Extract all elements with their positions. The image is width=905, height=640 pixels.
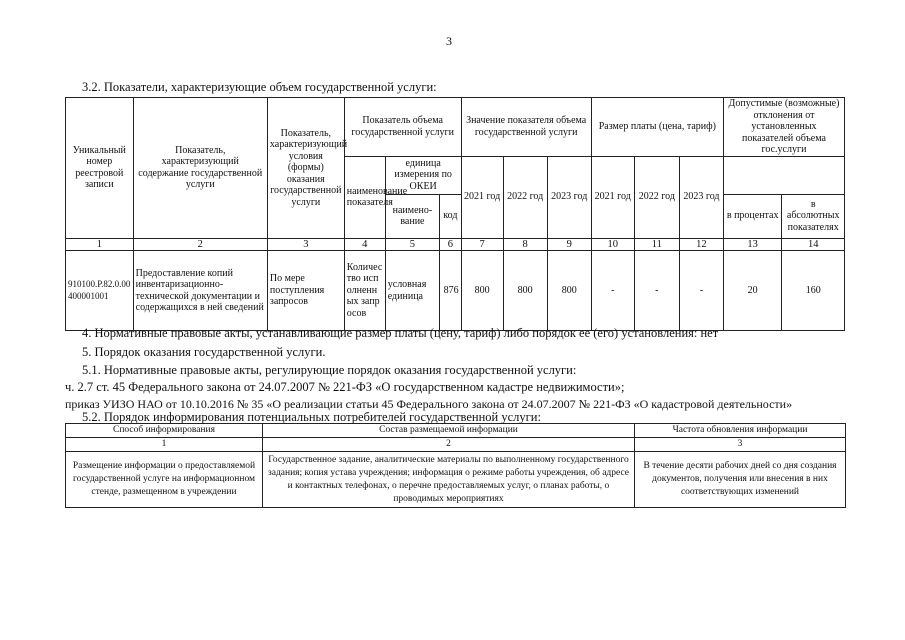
- fee-2021: -: [591, 251, 634, 331]
- deviation-percent: 20: [723, 251, 781, 331]
- law-reference-2: приказ УИЗО НАО от 10.10.2016 № 35 «О реализации статьи 45 Федерального закона от 24.07.2007 № 221-ФЗ «О кадастровой деятельности»: [65, 397, 793, 411]
- header-deviation-absolute: в абсолютных показателях: [782, 194, 845, 238]
- header-fee: Размер платы (цена, тариф): [591, 98, 723, 157]
- col-num: 7: [461, 238, 503, 251]
- header-unit: единица измерения по ОКЕИ: [385, 156, 461, 194]
- deviation-absolute: 160: [782, 251, 845, 331]
- header-fee-2023: 2023 год: [679, 156, 723, 238]
- header-volume-indicator: Показатель объема государственной услуги: [344, 98, 461, 157]
- value-2021: 800: [461, 251, 503, 331]
- informing-method: Размещение информации о предоставляемой государственной услуге на информационном стенде, размещенном в учреждении: [66, 452, 263, 508]
- col-num: 8: [503, 238, 547, 251]
- service-condition: По мере поступления запросов: [267, 251, 344, 331]
- header-unit-code: код: [440, 194, 462, 238]
- header-deviation-percent: в процентах: [723, 194, 781, 238]
- paragraph-5: 5. Порядок оказания государственной услуги.: [82, 345, 326, 359]
- header-value-2021: 2021 год: [461, 156, 503, 238]
- volume-indicators-table: [65, 97, 845, 331]
- col-num: 3: [267, 238, 344, 251]
- col-num: 2: [133, 238, 267, 251]
- header-fee-2022: 2022 год: [634, 156, 679, 238]
- header-fee-2021: 2021 год: [591, 156, 634, 238]
- fee-2022: -: [634, 251, 679, 331]
- col-num: 3: [635, 438, 846, 452]
- header-unit-name: наимено-вание: [385, 194, 439, 238]
- paragraph-4: 4. Нормативные правовые акты, устанавливающие размер платы (цену, тариф) либо порядок ее (его) установления: нет: [82, 326, 719, 340]
- informing-table: [65, 423, 846, 508]
- paragraph-5-2: 5.2. Порядок информирования потенциальных потребителей государственной услуги:: [82, 410, 541, 424]
- header-unique-number: Уникальный номер реестровой записи: [66, 98, 134, 239]
- col-num: 5: [385, 238, 439, 251]
- paragraph-5-1: 5.1. Нормативные правовые акты, регулирующие порядок оказания государственной услуги:: [82, 363, 577, 377]
- indicator-name: Количество исполненных запросов: [344, 251, 385, 331]
- header-method: Способ информирования: [66, 424, 263, 438]
- column-numbers-row: [66, 238, 845, 251]
- section-3-2-title: 3.2. Показатели, характеризующие объем государственной услуги:: [82, 80, 437, 94]
- col-num: 6: [440, 238, 462, 251]
- header-content: Состав размещаемой информации: [263, 424, 635, 438]
- table-row: [66, 452, 846, 508]
- col-num: 2: [263, 438, 635, 452]
- col-num: 4: [344, 238, 385, 251]
- col-num: 11: [634, 238, 679, 251]
- col-num: 10: [591, 238, 634, 251]
- page-number: 3: [446, 34, 452, 48]
- header-indicator-name: наименование показателя: [344, 156, 385, 238]
- informing-frequency: В течение десяти рабочих дней со дня создания документов, получения или внесения в них соответствующих изменений: [635, 452, 846, 508]
- value-2022: 800: [503, 251, 547, 331]
- value-2023: 800: [547, 251, 591, 331]
- header-value-2022: 2022 год: [503, 156, 547, 238]
- record-code: 910100.Р.82.0.00400001001: [66, 251, 134, 331]
- col-num: 12: [679, 238, 723, 251]
- col-num: 1: [66, 438, 263, 452]
- col-num: 14: [782, 238, 845, 251]
- header-indicator-value: Значение показателя объема государственной услуги: [461, 98, 591, 157]
- informing-content: Государственное задание, аналитические материалы по выполненному государственного задания; копия устава учреждения; информация о режиме работы учреждения, об адресе и контактных телефонах, о перечне предоставляемых услуг, о планах работы, о проводимых мероприятиях: [263, 452, 635, 508]
- col-num: 1: [66, 238, 134, 251]
- col-num: 13: [723, 238, 781, 251]
- col-num: 9: [547, 238, 591, 251]
- header-frequency: Частота обновления информации: [635, 424, 846, 438]
- unit-name: условная единица: [385, 251, 439, 331]
- header-value-2023: 2023 год: [547, 156, 591, 238]
- law-reference-1: ч. 2.7 ст. 45 Федерального закона от 24.07.2007 № 221-ФЗ «О государственном кадастре недвижимости»;: [65, 380, 625, 394]
- header-deviation: Допустимые (возможные) отклонения от установленных показателей объема гос.услуги: [723, 98, 844, 157]
- header-service-content: Показатель, характеризующий содержание государственной услуги: [133, 98, 267, 239]
- header-service-condition: Показатель, характеризующий условия (формы) оказания государственной услуги: [267, 98, 344, 239]
- service-content: Предоставление копий инвентаризационно-технической документации и содержащихся в ней сведений: [133, 251, 267, 331]
- table-row: [66, 251, 845, 331]
- unit-code: 876: [440, 251, 462, 331]
- fee-2023: -: [679, 251, 723, 331]
